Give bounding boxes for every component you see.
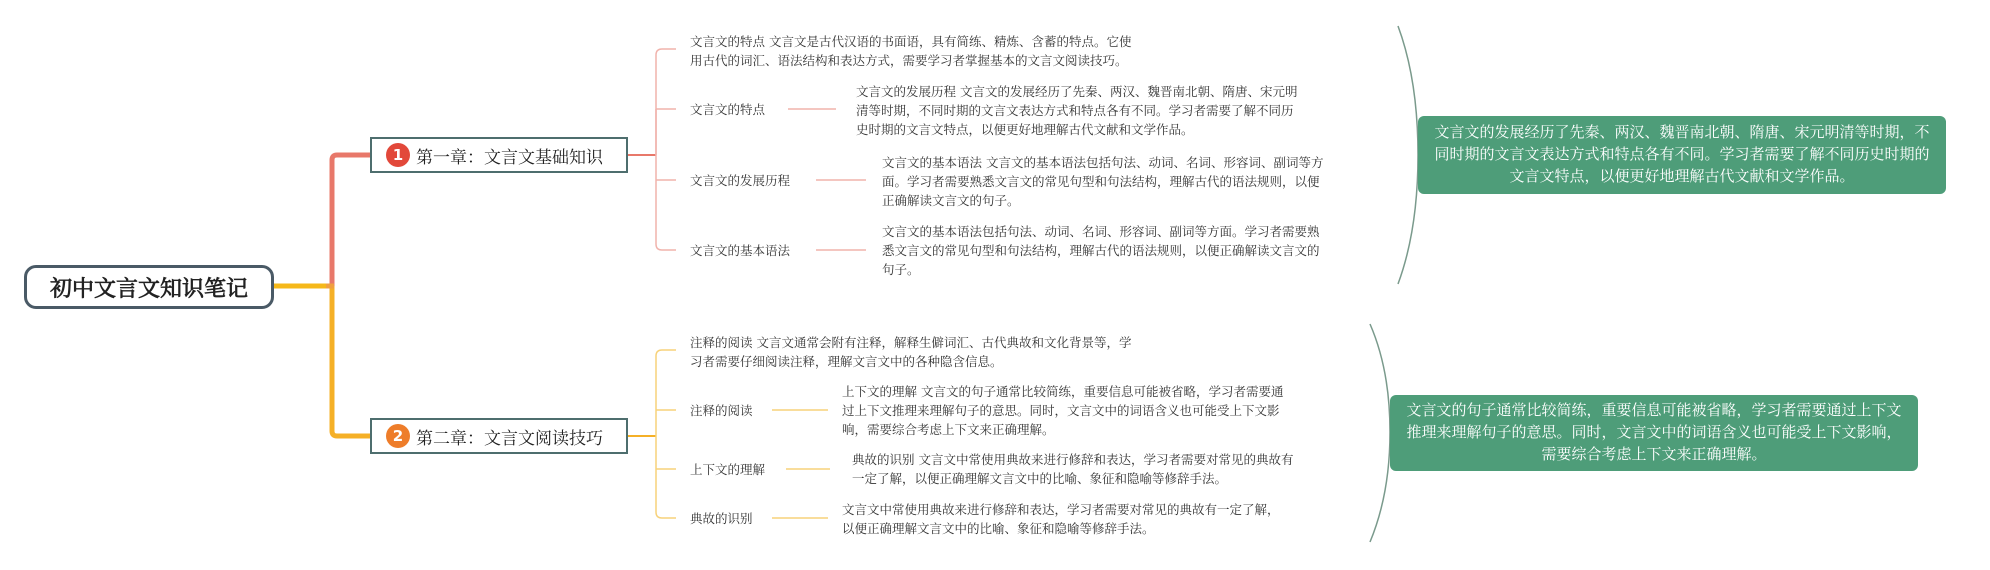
topic-text-line: 习者需要仔细阅读注释，理解文言文中的各种隐含信息。: [690, 354, 1003, 369]
chapter-1-title: 第一章：文言文基础知识: [416, 147, 603, 168]
chapter-1-topic-history-detail: [882, 153, 1402, 210]
chapter-2-topic-links: [772, 410, 830, 518]
topic-text-line: 注释的阅读 文言文通常会附有注释，解释生僻词汇、古代典故和文化背景等，学: [690, 335, 1132, 350]
bracket-2: [1370, 324, 1390, 542]
chapter-2-summary-note[interactable]: 文言文的句子通常比较简练，重要信息可能被省略，学习者需要通过上下文推理来理解句子的意思。同时，文言文中的词语含义也可能受上下文影响，需要综合考虑上下文来正确理解。: [1390, 395, 1918, 471]
chapter-1-topic-features[interactable]: 文言文的特点: [690, 102, 766, 117]
detail-line: 响，需要综合考虑上下文来正确理解。: [842, 422, 1055, 437]
chapter-2-topic-overview[interactable]: [690, 333, 1210, 371]
detail-line: 文言文的发展历程 文言文的发展经历了先秦、两汉、魏晋南北朝、隋唐、宋元明: [856, 84, 1298, 99]
chapter-2-node[interactable]: [370, 418, 628, 454]
detail-line: 典故的识别 文言文中常使用典故来进行修辞和表达，学习者需要对常见的典故有: [852, 452, 1294, 467]
chapter-1-summary-note[interactable]: 文言文的发展经历了先秦、两汉、魏晋南北朝、隋唐、宋元明清等时期，不同时期的文言文表达方式和特点各有不同。学习者需要了解不同历史时期的文言文特点，以便更好地理解古代文献和文学作品。: [1418, 116, 1946, 194]
chapter-1-topic-features-detail: [856, 82, 1376, 139]
chapter-2-topic-annotations-detail: [842, 382, 1362, 439]
chapter-1-topic-grammar-detail: [882, 222, 1402, 279]
detail-line: 史时期的文言文特点，以便更好地理解古代文献和文学作品。: [856, 122, 1194, 137]
branch-chapter-2: [332, 286, 370, 436]
chapter-2-number-badge: 2: [386, 424, 410, 448]
branch-chapter-1: [332, 155, 370, 286]
detail-line: 正确解读文言文的句子。: [882, 193, 1020, 208]
detail-line: 过上下文推理来理解句子的意思。同时，文言文中的词语含义也可能受上下文影: [842, 403, 1280, 418]
chapter-2-topic-annotations[interactable]: 注释的阅读: [690, 403, 753, 418]
detail-line: 悉文言文的常见句型和句法结构，理解古代的语法规则，以便正确解读文言文的: [882, 243, 1320, 258]
chapter-2-topic-context-detail: [852, 450, 1372, 488]
chapter-1-number-badge: 1: [386, 143, 410, 167]
root-node[interactable]: 初中文言文知识笔记: [24, 265, 274, 309]
detail-line: 清等时期，不同时期的文言文表达方式和特点各有不同。学习者需要了解不同历: [856, 103, 1294, 118]
detail-line: 一定了解，以便正确理解文言文中的比喻、象征和隐喻等修辞手法。: [852, 471, 1228, 486]
detail-line: 文言文的基本语法包括句法、动词、名词、形容词、副词等方面。学习者需要熟: [882, 224, 1320, 239]
chapter-2-topic-spine: [656, 350, 676, 518]
detail-line: 句子。: [882, 262, 920, 277]
detail-line: 文言文的基本语法 文言文的基本语法包括句法、动词、名词、形容词、副词等方: [882, 155, 1324, 170]
detail-line: 上下文的理解 文言文的句子通常比较简练，重要信息可能被省略，学习者需要通: [842, 384, 1284, 399]
topic-text-line: 用古代的词汇、语法结构和表达方式，需要学习者掌握基本的文言文阅读技巧。: [690, 53, 1128, 68]
chapter-1-topic-spine: [656, 49, 676, 250]
chapter-1-topic-overview[interactable]: [690, 32, 1210, 70]
chapter-2-topic-allusions-detail: [842, 500, 1362, 538]
chapter-2-topic-allusions[interactable]: 典故的识别: [690, 511, 753, 526]
detail-line: 以便正确理解文言文中的比喻、象征和隐喻等修辞手法。: [842, 521, 1155, 536]
chapter-2-title: 第二章：文言文阅读技巧: [416, 428, 603, 449]
chapter-1-topic-grammar[interactable]: 文言文的基本语法: [690, 243, 791, 258]
chapter-2-topic-context[interactable]: 上下文的理解: [690, 462, 766, 477]
chapter-1-topic-links: [788, 109, 866, 250]
topic-text-line: 文言文的特点 文言文是古代汉语的书面语，具有简练、精炼、含蓄的特点。它使: [690, 34, 1132, 49]
detail-line: 文言文中常使用典故来进行修辞和表达，学习者需要对常见的典故有一定了解，: [842, 502, 1280, 517]
chapter-1-topic-history[interactable]: 文言文的发展历程: [690, 173, 791, 188]
detail-line: 面。学习者需要熟悉文言文的常见句型和句法结构，理解古代的语法规则，以便: [882, 174, 1320, 189]
chapter-1-node[interactable]: [370, 137, 628, 173]
